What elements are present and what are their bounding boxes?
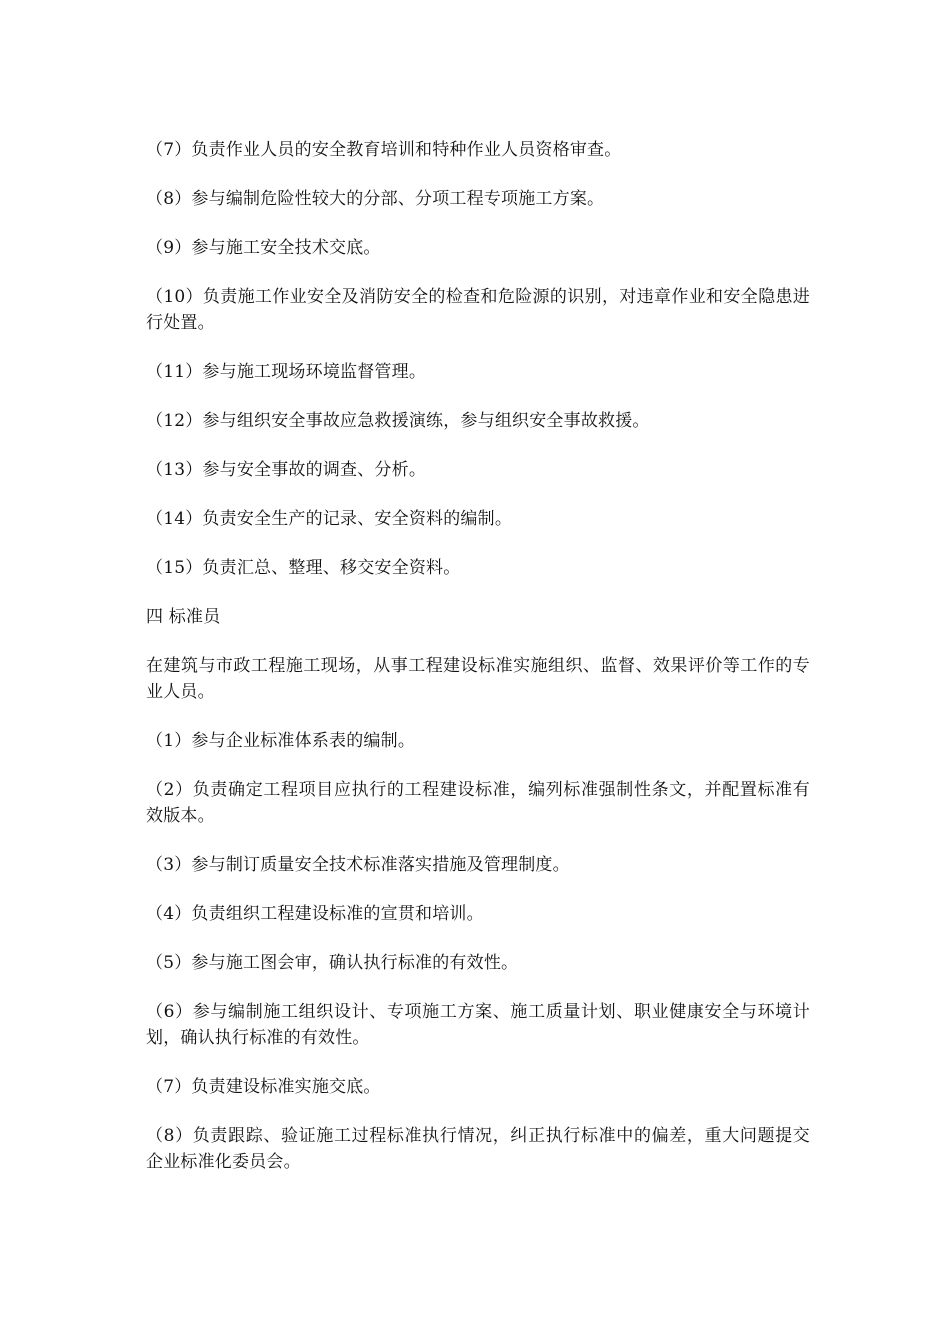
standard-item-8: （8）负责跟踪、验证施工过程标准执行情况，纠正执行标准中的偏差，重大问题提交企业标准化委员会。: [146, 1126, 810, 1172]
duty-item-7: （7）负责作业人员的安全教育培训和特种作业人员资格审查。: [146, 140, 622, 160]
document-page: [146, 137, 810, 1198]
duty-item-10: （10）负责施工作业安全及消防安全的检查和危险源的识别，对违章作业和安全隐患进行处置。: [146, 287, 810, 333]
standard-item-3: （3）参与制订质量安全技术标准落实措施及管理制度。: [146, 855, 570, 875]
duty-item-14: （14）负责安全生产的记录、安全资料的编制。: [146, 509, 513, 529]
duty-item-13: （13）参与安全事故的调查、分析。: [146, 460, 427, 480]
standard-item-7: （7）负责建设标准实施交底。: [146, 1077, 381, 1097]
standard-item-6: （6）参与编制施工组织设计、专项施工方案、施工质量计划、职业健康安全与环境计划，确认执行标准的有效性。: [146, 1002, 810, 1048]
standard-item-1: （1）参与企业标准体系表的编制。: [146, 731, 416, 751]
standard-item-2: （2）负责确定工程项目应执行的工程建设标准，编列标准强制性条文，并配置标准有效版本。: [146, 780, 810, 826]
standard-item-4: （4）负责组织工程建设标准的宣贯和培训。: [146, 904, 484, 924]
duty-item-9: （9）参与施工安全技术交底。: [146, 238, 381, 258]
duty-item-8: （8）参与编制危险性较大的分部、分项工程专项施工方案。: [146, 189, 605, 209]
section-intro: 在建筑与市政工程施工现场，从事工程建设标准实施组织、监督、效果评价等工作的专业人员。: [146, 656, 810, 702]
duty-item-15: （15）负责汇总、整理、移交安全资料。: [146, 558, 461, 578]
standard-item-5: （5）参与施工图会审，确认执行标准的有效性。: [146, 953, 519, 973]
duty-item-11: （11）参与施工现场环境监督管理。: [146, 362, 427, 382]
duty-item-12: （12）参与组织安全事故应急救援演练，参与组织安全事故救援。: [146, 411, 650, 431]
section-heading: 四 标准员: [146, 607, 221, 627]
